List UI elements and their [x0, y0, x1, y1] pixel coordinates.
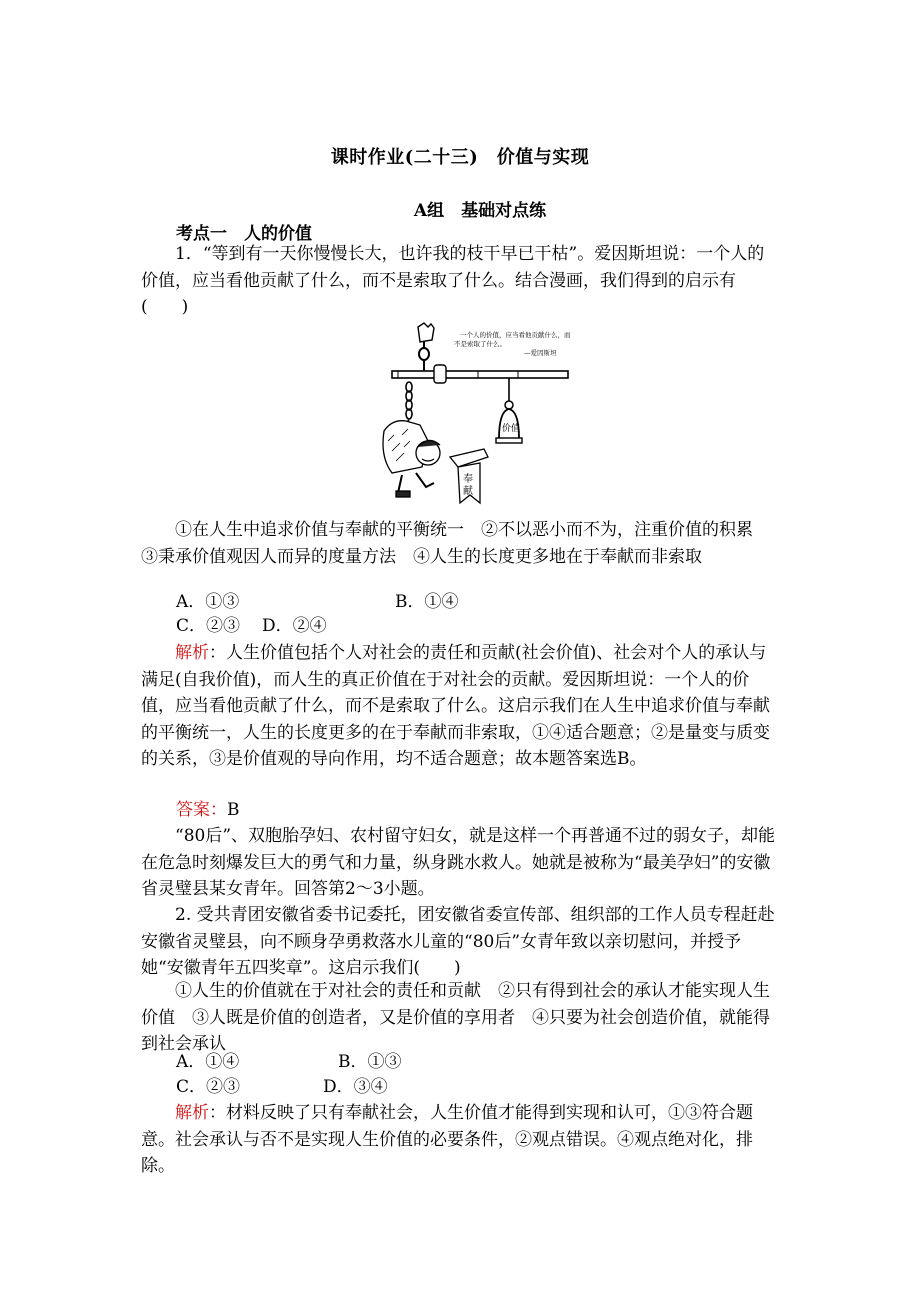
- q1-stem: 1．“等到有一天你慢慢长大，也许我的枝干早已干枯”。爱因斯坦说：一个人的价值，应当看他贡献了什么，而不是索取了什么。结合漫画，我们得到的启示有( ): [141, 244, 765, 317]
- q2-option-a[interactable]: A．①④: [176, 1052, 240, 1072]
- q1-option-d[interactable]: D．②④: [262, 616, 327, 636]
- q1-answer-value: B: [227, 800, 240, 820]
- contribute-sign-icon: [450, 449, 488, 503]
- q1-statements: ①在人生中追求价值与奉献的平衡统一 ②不以恶小而不为，注重价值的积累 ③秉承价值观因人而异的度量方法 ④人生的长度更多地在于奉献而非索取: [141, 520, 770, 567]
- q1-analysis: [141, 640, 781, 773]
- cartoon-label-value: 价值: [502, 424, 521, 434]
- material-passage: “80后”、双胞胎孕妇、农村留守妇女，就是这样一个再普通不过的弱女子，却能在危急时刻爆发巨大的勇气和力量，纵身跳水救人。她就是被称为“最美孕妇”的安徽省灵璧县某女青年。回答第2～3小题。: [141, 826, 776, 899]
- q2-analysis-text: ：材料反映了只有奉献社会，人生价值才能得到实现和认可，①③符合题意。社会承认与否不是实现人生价值的必要条件，②观点错误。④观点绝对化，排除。: [141, 1103, 753, 1176]
- q2-stem: 2. 受共青团安徽省委书记委托，团安徽省委宣传部、组织部的工作人员专程赶赴安徽省灵璧县，向不顾身孕勇救落水儿童的“80后”女青年致以亲切慰问，并授予她“安徽青年五四奖章”。这启示我们( ): [141, 905, 775, 978]
- q1-option-a[interactable]: A．①③: [176, 592, 240, 612]
- q1-answer-label: 答案：: [176, 800, 227, 820]
- q1-analysis-text: ：人生价值包括个人对社会的责任和贡献(社会价值)、社会对个人的承认与满足(自我价值)，而人生的真正价值在于对社会的贡献。爱因斯坦说：一个人的价值，应当看他贡献了什么，而不是索取了什么。这启示我们在人生中追求价值与奉献的平衡统一，人生的长度更多的在于奉献而非索取，①④适合题意；②是量变与质变的关系，③是价值观的导向作用，均不适合题意；故本题答案选B。: [141, 643, 770, 769]
- page-title: 课时作业(二十三) 价值与实现: [330, 147, 590, 168]
- q2-option-d[interactable]: D．③④: [323, 1077, 388, 1097]
- cartoon-label-contribute: 奉 献: [463, 474, 473, 497]
- hand-hook-icon: [418, 323, 434, 373]
- q2-analysis: [141, 1100, 781, 1180]
- value-bell-icon: [496, 378, 522, 443]
- balance-beam: [392, 371, 568, 378]
- q1-answer: [176, 798, 240, 822]
- q2-option-c[interactable]: C．②③: [176, 1077, 241, 1097]
- q2-option-b[interactable]: B．①③: [338, 1052, 402, 1072]
- cartoon-author: —爱因斯坦: [524, 349, 557, 357]
- q2-analysis-label: 解析: [175, 1103, 209, 1123]
- person-figure-icon: [383, 421, 440, 497]
- q1-analysis-label: 解析: [175, 643, 209, 663]
- q2-statements: ①人生的价值就在于对社会的责任和贡献 ②只有得到社会的承认才能实现人生价值 ③人既是价值的创造者，又是价值的享用者 ④只要为社会创造价值，就能得到社会承认: [141, 981, 770, 1054]
- cartoon-illustration: [378, 321, 576, 511]
- cartoon-quote: 一个人的价值，应当看他贡献什么，而 不是索取了什么。: [454, 331, 571, 348]
- q1-option-c[interactable]: C．②③: [176, 616, 241, 636]
- group-heading: A组 基础对点练: [413, 201, 547, 221]
- section-heading: 考点一 人的价值: [176, 224, 312, 244]
- q1-option-b[interactable]: B．①④: [395, 592, 459, 612]
